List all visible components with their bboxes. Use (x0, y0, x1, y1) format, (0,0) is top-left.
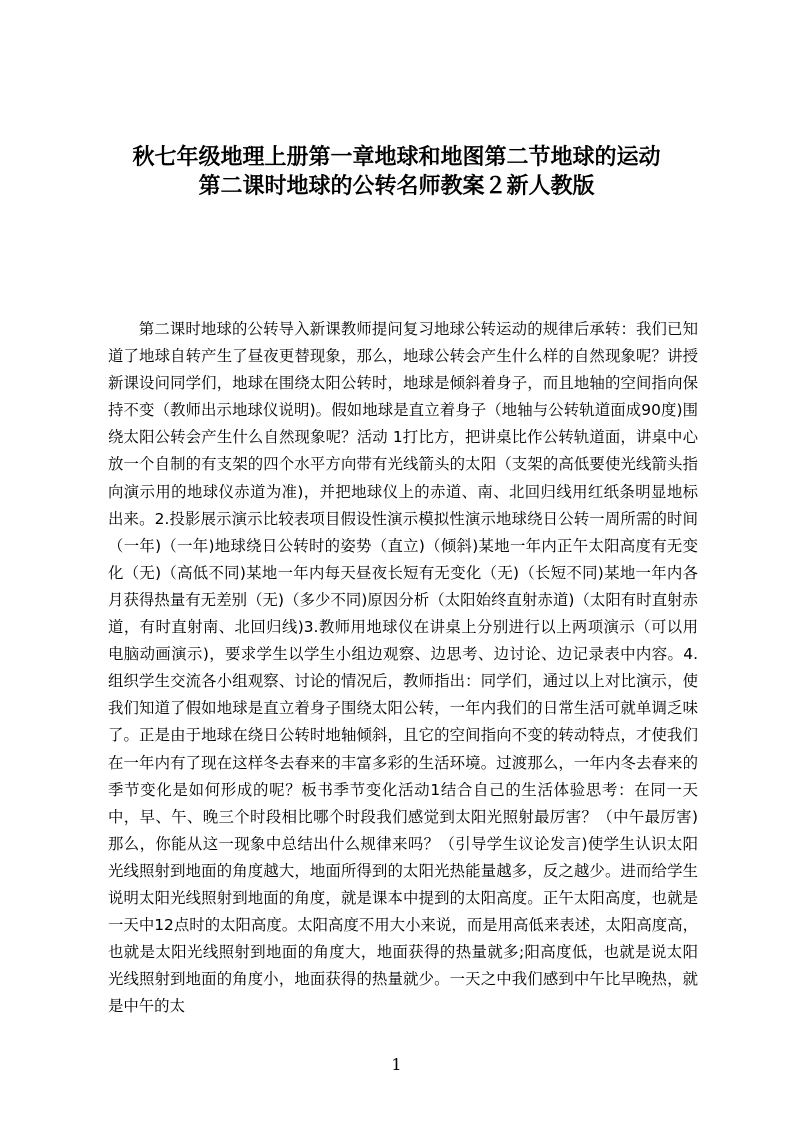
document-title-line-2: 第二课时地球的公转名师教案２新人教版 (198, 174, 595, 199)
document-title-line-1: 秋七年级地理上册第一章地球和地图第二节地球的运动 (132, 145, 661, 170)
document-body-paragraph: 第二课时地球的公转导入新课教师提问复习地球公转运动的规律后承转：我们已知道了地球自转产生了昼夜更替现象，那么，地球公转会产生什么样的自然现象呢？讲授新课设问同学们，地球在围绕太阳公转时，地球是倾斜着身子，而且地轴的空间指向保持不变（教师出示地球仪说明)。假如地球是直立着身子（地轴与公转轨道面成90度)围绕太阳公转会产生什么自然现象呢？活动 1打比方，把讲桌比作公转轨道面，讲桌中心放一个自制的有支架的四个水平方向带有光线箭头的太阳（支架的高低要使光线箭头指向演示用的地球仪赤道为准)，并把地球仪上的赤道、南、北回归线用红纸条明显地标出来。2.投影展示演示比较表项目假设性演示模拟性演示地球绕日公转一周所需的时间（一年)（一年)地球绕日公转时的姿势（直立)（倾斜)某地一年内正午太阳高度有无变化（无)（高低不同)某地一年内每天昼夜长短有无变化（无)（长短不同)某地一年内各月获得热量有无差别（无)（多少不同)原因分析（太阳始终直射赤道)（太阳有时直射赤道，有时直射南、北回归线)3.教师用地球仪在讲桌上分别进行以上两项演示（可以用电脑动画演示)，要求学生以学生小组边观察、边思考、边讨论、边记录表中内容。4.组织学生交流各小组观察、讨论的情况后，教师指出：同学们，通过以上对比演示，使我们知道了假如地球是直立着身子围绕太阳公转，一年内我们的日常生活可就单调乏味了。正是由于地球在绕日公转时地轴倾斜，且它的空间指向不变的转动特点，才使我们在一年内有了现在这样冬去春来的丰富多彩的生活环境。过渡那么，一年内冬去春来的季节变化是如何形成的呢？板书季节变化活动1结合自己的生活体验思考：在同一天中，早、午、晚三个时段相比哪个时段我们感觉到太阳光照射最厉害？（中午最厉害)那么，你能从这一现象中总结出什么规律来吗？（引导学生议论发言)使学生认识太阳光线照射到地面的角度越大，地面所得到的太阳光热能量越多，反之越少。进而给学生说明太阳光线照射到地面的角度，就是课本中提到的太阳高度。正午太阳高度，也就是一天中12点时的太阳高度。太阳高度不用大小来说，而是用高低来表述，太阳高度高，也就是太阳光线照射到地面的角度大，地面获得的热量就多;阳高度低，也就是说太阳光线照射到地面的角度小，地面获得的热量就少。一天之中我们感到中午比早晚热，就是中午的太 (108, 320, 698, 1016)
page-number: 1 (391, 1055, 402, 1074)
